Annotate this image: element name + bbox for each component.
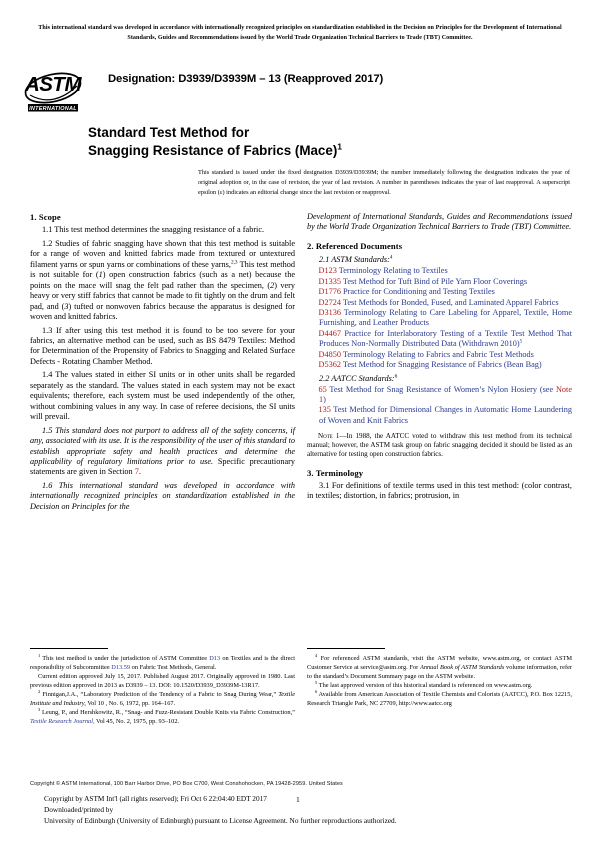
reference-code[interactable]: 135 xyxy=(318,405,331,415)
footnote-2-journal: Textile Institute and Industry, xyxy=(30,690,296,707)
paragraph-1-6: 1.6 This international standard was developed in accordance with internationally recognized principles on standardization established in the Decision on Principles for the xyxy=(30,481,295,511)
note-text: In 1988, the AATCC voted to withdraw this test method from its technical manual; however, the ASTM task group on fabric snagging decided it should be listed as an alternative for testing open construction fabrics. xyxy=(307,432,572,459)
reference-code[interactable]: D3136 xyxy=(318,308,341,317)
section-7-link[interactable]: 7 xyxy=(134,467,139,477)
section-heading-terminology: 3. Terminology xyxy=(307,467,364,478)
title-line-1: Standard Test Method for xyxy=(88,125,250,140)
reference-title[interactable]: Test Method for Snagging Resistance of Fabrics (Bean Bag) xyxy=(342,360,542,370)
footnote-4-italic: Annual Book of ASTM Standards xyxy=(419,663,505,671)
reference-title[interactable]: Test Method for Snag Resistance of Women’s Nylon Hosiery (see xyxy=(329,384,556,394)
note-label: Note 1— xyxy=(318,432,347,441)
title-line-2 xyxy=(88,142,528,160)
subcommittee-d1359-link[interactable]: D13.59 xyxy=(111,663,131,671)
p15-roman: Specific precautionary statements are given in Section xyxy=(30,456,295,477)
p12-mid2: ) open construction fabrics (such as a net) because the points on the mace will snag the felt pad rather than the specimen, ( xyxy=(30,270,295,290)
reference-item[interactable] xyxy=(307,350,572,360)
p12-item2: 2 xyxy=(270,280,275,290)
reference-title[interactable]: Practice for Interlaboratory Testing of a Textile Test Method That Produces Non-Normally Distributed Data (Withdrawn 2010) xyxy=(319,328,572,349)
top-disclaimer: This international standard was developed in accordance with internationally recognized principles on standardization established in the Decision on Principles for the Development of International Standards, Guides and Recommendations issued by the World Trade Organization Technical Barriers to Trade (TBT) Committee. xyxy=(38,25,562,41)
subheading-aatcc-standards xyxy=(307,374,572,384)
reference-code[interactable]: D4467 xyxy=(318,328,341,338)
footnotes-left xyxy=(30,648,295,726)
reference-item[interactable] xyxy=(307,277,572,287)
p12-item3: 3 xyxy=(64,301,69,311)
reference-item[interactable] xyxy=(307,329,572,350)
textile-research-journal-link[interactable]: Textile Research Journal, xyxy=(30,717,95,725)
reference-title[interactable]: Terminology Relating to Care Labeling for Apparel, Textile, Home Furnishing, and Leather Products xyxy=(319,308,572,328)
license-block xyxy=(44,793,564,826)
footnote-1-mid: on Textiles and is the direct responsibility of Subcommittee xyxy=(30,654,295,671)
reference-item[interactable] xyxy=(307,287,572,297)
p12-mid3: ) very heavy or very stiff fabrics that cannot be made to fit tightly on the drum and felt pad, and ( xyxy=(30,280,295,311)
column-right xyxy=(307,212,572,502)
reference-code[interactable]: D4850 xyxy=(318,349,341,359)
title-line-2-text: Snagging Resistance of Fabrics (Mace) xyxy=(88,142,338,158)
paragraph-1-1: 1.1 This test method determines the snagging resistance of a fabric. xyxy=(42,225,265,235)
footnote-2-pre: Finnigan,J.A., “Laboratory Prediction of the Tendency of a Fabric to Snag During Wear,” xyxy=(42,690,279,698)
reference-code[interactable]: D1335 xyxy=(318,276,341,286)
copyright-notice: Copyright © ASTM International, 100 Barr Harbor Drive, PO Box C700, West Conshohocken, PA 19428-2959. United States xyxy=(30,781,343,787)
p12-mid1: This test method is not suitable for ( xyxy=(30,259,295,280)
reference-title[interactable]: Test Method for Tuft Bind of Pile Yarn Floor Coverings xyxy=(342,276,528,286)
reference-title[interactable]: Terminology Relating to Fabrics and Fabric Test Methods xyxy=(342,349,534,359)
footnote-rule xyxy=(30,648,108,649)
reference-item[interactable] xyxy=(307,298,572,308)
astm-subhead-sup: 4 xyxy=(389,254,393,261)
reference-title[interactable]: Terminology Relating to Textiles xyxy=(338,266,448,276)
aatcc-subhead-sup: 6 xyxy=(394,372,398,379)
reference-item[interactable] xyxy=(307,405,572,426)
footnote-4-pre: For referenced ASTM standards, visit the ASTM website, www.astm.org, or contact ASTM Customer Service at service@astm.org. For xyxy=(307,654,572,671)
subheading-astm-standards xyxy=(307,255,572,265)
paragraph-1-4: 1.4 The values stated in either SI units or in other units shall be regarded separately as the standard. The values stated in each system may not be exact equivalents; therefore, each system must be used independently of the other, without combining values in any way. In case of referee decisions, the SI units will prevail. xyxy=(30,370,295,422)
title-footnote-marker: 1 xyxy=(337,141,343,152)
footnote-5 xyxy=(307,681,572,690)
reference-title[interactable]: Test Method for Dimensional Changes in Automatic Home Laundering of Woven and Knit Fabrics xyxy=(319,405,572,425)
footnote-rule xyxy=(307,648,385,649)
svg-text:INTERNATIONAL: INTERNATIONAL xyxy=(29,105,77,112)
paragraph-3-1: 3.1 For definitions of textile terms used in this test method: (color contrast, in textiles; distortion, in fabrics; protrusion, in xyxy=(307,481,572,501)
footnote-2 xyxy=(30,690,295,708)
footnote-marker: 6 xyxy=(315,688,318,694)
license-line-1: Copyright by ASTM Int'l (all rights reserved); Fri Oct 6 22:04:40 EDT 2017 xyxy=(44,794,267,803)
license-line-2: Downloaded/printed by xyxy=(44,805,114,815)
note-1-link[interactable]: Note 1 xyxy=(319,384,572,405)
reference-item[interactable] xyxy=(307,308,572,329)
paragraph-1-2 xyxy=(30,239,295,322)
p15-end: . xyxy=(138,467,141,477)
footnote-marker: 2 xyxy=(38,688,41,694)
footnote-2-post: Vol 10 , No. 6, 1972, pp. 164–167. xyxy=(85,699,176,707)
astm-subhead-text: 2.1 ASTM Standards: xyxy=(319,255,390,265)
footnote-6 xyxy=(307,690,572,708)
footnote-edition: Current edition approved July 15, 2017. Published August 2017. Originally approved in 1980. Last previous edition approved in 2013 as D3939 – 13. DOI: 10.1520/D3939_D3939M-13R17. xyxy=(30,672,295,689)
footnote-5-text: The last approved version of this historical standard is referenced on www.astm.org. xyxy=(318,681,533,689)
footnote-3 xyxy=(30,708,295,726)
reference-code[interactable]: 65 xyxy=(318,384,327,394)
footnote-6-text: Available from American Association of Textile Chemists and Colorists (AATCC), P.O. Box 12215, Research Triangle Park, NC 27709, http://www.aatcc.org xyxy=(307,690,572,707)
footnote-marker: 5 xyxy=(315,679,318,685)
page-number: 1 xyxy=(296,795,300,804)
reference-sup: 5 xyxy=(519,338,523,345)
p12-sup: 2,3 xyxy=(230,259,238,266)
footnote-3-pre: Leung, P., and Hershkowitz, R., “Snag- and Fuzz-Resistant Double Knits via Fabric Construction,” xyxy=(41,708,295,716)
footnote-4 xyxy=(307,654,572,681)
reference-code[interactable]: D123 xyxy=(318,266,337,276)
footnote-1-pre: This test method is under the jurisdiction of ASTM Committee xyxy=(42,654,210,662)
footnote-3-post: Vol 45, No. 2, 1975, pp. 93–102. xyxy=(94,717,180,725)
reference-item[interactable] xyxy=(307,360,572,370)
footnote-1 xyxy=(30,654,295,672)
aatcc-subhead-text: 2.2 AATCC Standards: xyxy=(319,373,395,383)
footnote-1-post: on Fabric Test Methods, General. xyxy=(130,663,217,671)
footnote-marker: 4 xyxy=(315,652,318,658)
reference-title[interactable]: Practice for Conditioning and Testing Textiles xyxy=(343,287,495,297)
reference-item[interactable] xyxy=(307,266,572,276)
reference-title-post[interactable]: ) xyxy=(323,395,326,405)
p15-italic: 1.5 This standard does not purport to address all of the safety concerns, if any, associated with its use. It is the responsibility of the user of this standard to establish appropriate safety and health practices and determine the applicability of regulatory limitations prior to use. xyxy=(30,425,295,466)
column-left xyxy=(30,212,295,512)
designation-text: Designation: D3939/D3939M – 13 (Reapproved 2017) xyxy=(108,73,384,85)
note-1-block xyxy=(307,432,572,459)
paragraph-1-6-continued: Development of International Standards, Guides and Recommendations issued by the World Trade Organization Technical Barriers to Trade (TBT) Committee. xyxy=(307,212,572,232)
section-heading-referenced-documents: 2. Referenced Documents xyxy=(307,241,403,252)
p12-item1: 1 xyxy=(98,270,103,280)
issue-note: This standard is issued under the fixed designation D3939/D3939M; the number immediately following the designation indicates the year of original adoption or, in the case of revision, the year of last revision. A number in parentheses indicates the year of last reapproval. A superscript epsilon (ε) indicates an editorial change since the last revision or reapproval. xyxy=(198,169,570,196)
footnote-4-post: volume information, refer to the standard’s Document Summary page on the ASTM website. xyxy=(307,663,572,680)
p12-pre: 1.2 Studies of fabric snagging have shown that this test method is suitable for a range of woven and knitted fabrics made from textured or untextured filament yarns or spun yarns or combinations of these yarns, xyxy=(30,238,295,269)
footnote-marker: 3 xyxy=(38,706,41,712)
footnotes-right xyxy=(307,648,572,708)
svg-text:ASTM: ASTM xyxy=(24,73,82,96)
footnote-marker: 1 xyxy=(38,652,41,658)
reference-item[interactable] xyxy=(307,385,572,406)
page-title xyxy=(88,124,528,160)
reference-code[interactable]: D1776 xyxy=(318,287,341,297)
astm-logo-icon xyxy=(22,66,84,116)
reference-code[interactable]: D5362 xyxy=(318,360,341,370)
designation-row xyxy=(22,66,578,118)
committee-d13-link[interactable]: D13 xyxy=(209,654,221,662)
reference-code[interactable]: D2724 xyxy=(318,297,341,307)
paragraph-1-5 xyxy=(30,426,295,478)
paragraph-1-3: 1.3 If after using this test method it is found to be too severe for your fabrics, an alternative method can be used, such as BS 8479 Textiles: Method for Determination of the Propensity of Fabrics to Snagging and Related Surface Defects - Rotating Chamber Method. xyxy=(30,325,295,366)
section-heading-scope: 1. Scope xyxy=(30,212,61,222)
license-line-3: University of Edinburgh (University of Edinburgh) pursuant to License Agreement. No further reproductions authorized. xyxy=(44,816,397,826)
p12-mid4: ) tufted or nonwoven fabrics because the apparatus is designed for woven and knitted fabrics. xyxy=(30,301,295,321)
reference-title[interactable]: Test Methods for Bonded, Fused, and Laminated Apparel Fabrics xyxy=(342,297,559,307)
